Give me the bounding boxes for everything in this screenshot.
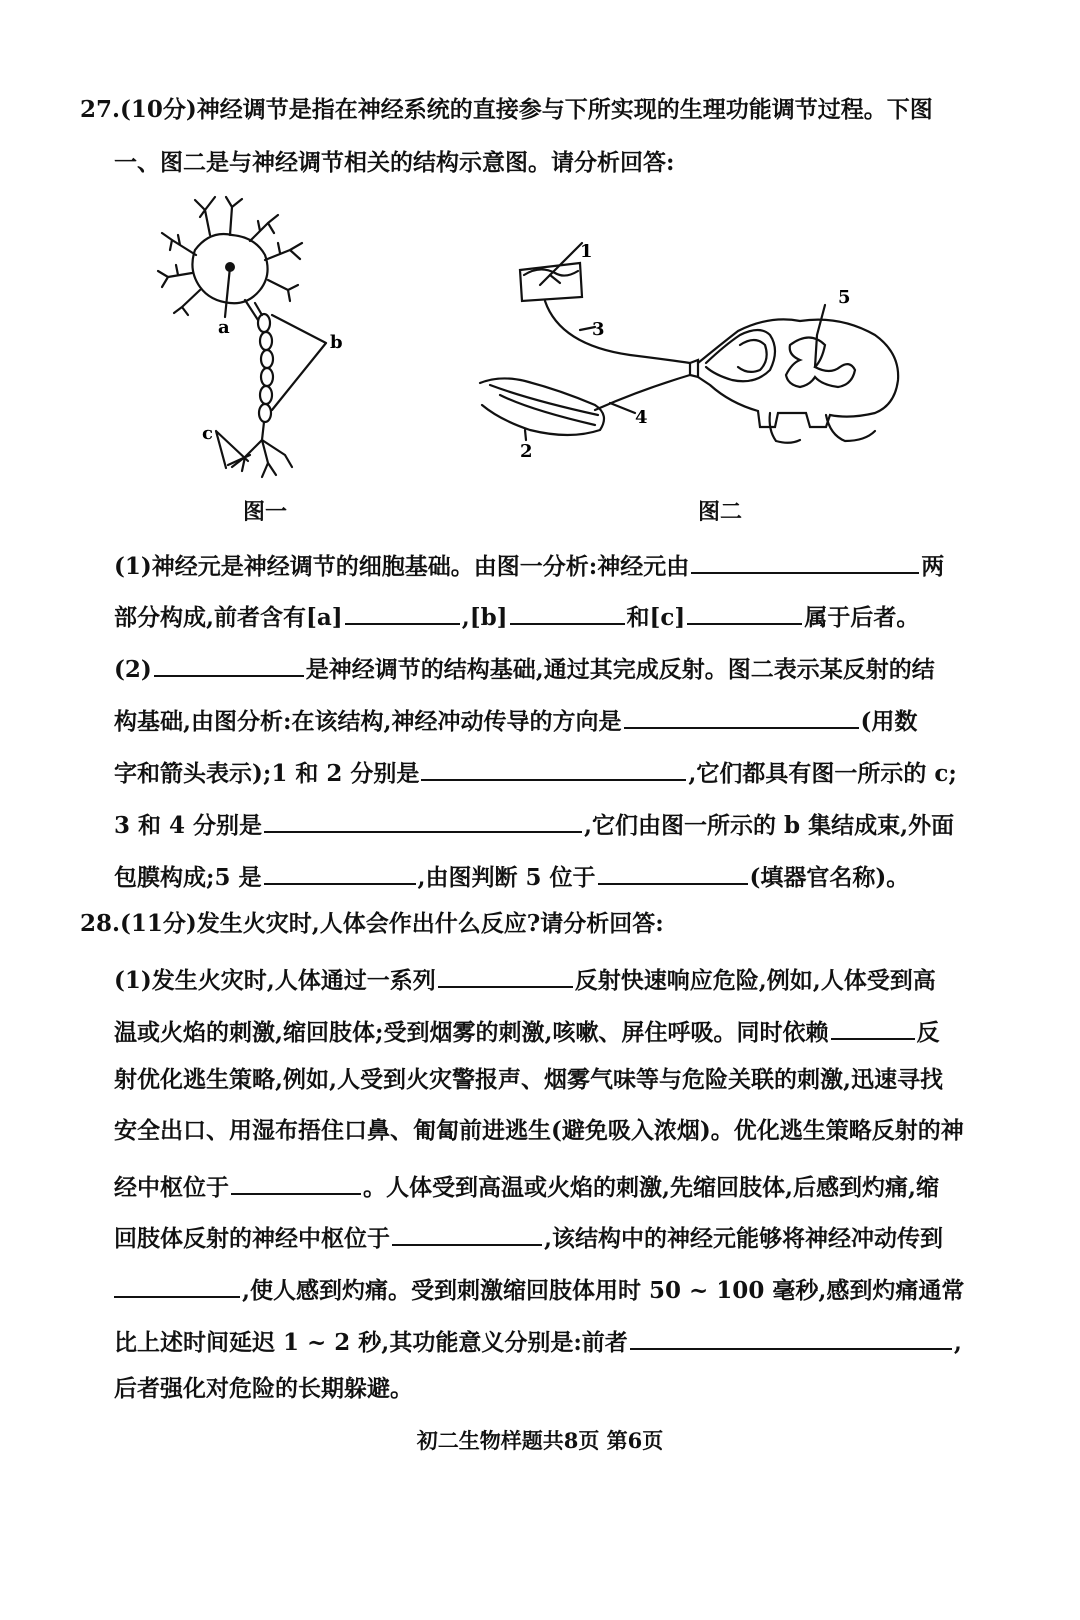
q28-line6	[114, 1222, 943, 1250]
answer-blank-organ[interactable]	[598, 861, 748, 885]
q27-p2-text-d: (用数	[860, 708, 918, 735]
q28-line5	[114, 1171, 939, 1199]
q27-p2-text-h: ,它们由图一所示的 b 集结成束,外面	[584, 812, 955, 839]
fig2-label-1: 1	[580, 241, 593, 262]
q28-l6-text-a: 回肢体反射的神经中枢位于	[114, 1225, 390, 1252]
q28-l1-text-b: 反射快速响应危险,例如,人体受到高	[574, 967, 936, 994]
q27-p1-line2	[114, 601, 919, 629]
q28-l5-text-b: 。人体受到高温或火焰的刺激,先缩回肢体,后感到灼痛,缩	[363, 1174, 940, 1201]
q28-l6-text-b: ,该结构中的神经元能够将神经冲动传到	[544, 1225, 944, 1252]
q28-l8-text-b: ,	[953, 1329, 962, 1356]
q28-l1-text-a: (1)发生火灾时,人体通过一系列	[114, 967, 436, 994]
answer-blank-center-2[interactable]	[392, 1222, 542, 1246]
figure-2-reflex-arc	[470, 235, 910, 460]
q28-l2-text-b: 反	[916, 1019, 940, 1046]
fig1-caption: 图一	[243, 499, 288, 525]
answer-blank-center-1[interactable]	[231, 1171, 361, 1195]
answer-blank-5[interactable]	[264, 861, 416, 885]
q28-head: 28.(11分)发生火灾时,人体会作出什么反应?请分析回答:	[80, 910, 664, 937]
fig2-label-4: 4	[635, 407, 648, 428]
answer-blank-b[interactable]	[510, 601, 625, 625]
q27-p1-text-b: 两	[921, 553, 945, 580]
q27-p2-line1	[114, 653, 935, 681]
fig2-label-3: 3	[592, 319, 605, 340]
q27-p2-text-i: 包膜构成;5 是	[114, 864, 262, 891]
fig2-caption: 图二	[698, 499, 743, 525]
answer-blank-1-and-2[interactable]	[421, 757, 686, 781]
q27-p2-text-j: ,由图判断 5 位于	[417, 864, 596, 891]
answer-blank-significance[interactable]	[630, 1326, 952, 1350]
q28-l2-text-a: 温或火焰的刺激,缩回肢体;受到烟雾的刺激,咳嗽、屏住呼吸。同时依赖	[114, 1019, 829, 1046]
q28-line4: 安全出口、用湿布捂住口鼻、匍匐前进逃生(避免吸入浓烟)。优化逃生策略反射的神	[114, 1117, 964, 1144]
fig2-label-2: 2	[520, 441, 533, 460]
answer-blank-reflex-type-2[interactable]	[831, 1016, 915, 1040]
fig1-label-a: a	[218, 317, 230, 338]
q27-p1-text-a: (1)神经元是神经调节的细胞基础。由图一分析:神经元由	[114, 553, 690, 580]
q27-p2-line3	[114, 757, 957, 785]
answer-blank-a[interactable]	[345, 601, 460, 625]
q27-p2-text-c: 构基础,由图分析:在该结构,神经冲动传导的方向是	[114, 708, 622, 735]
answer-blank-reflex-type-1[interactable]	[438, 964, 573, 988]
q27-p2-line4	[114, 809, 954, 837]
answer-blank-brain-region[interactable]	[114, 1274, 240, 1298]
q27-p2-text-b: 是神经调节的结构基础,通过其完成反射。图二表示某反射的结	[305, 656, 935, 683]
q28-line9: 后者强化对危险的长期躲避。	[114, 1375, 413, 1402]
answer-blank-c[interactable]	[687, 601, 802, 625]
q27-p2-text-k: (填器官名称)。	[749, 864, 910, 891]
figure-1-neuron	[150, 195, 370, 495]
answer-blank-direction[interactable]	[624, 705, 859, 729]
q27-p2-line5	[114, 861, 909, 889]
q27-p1-line1	[114, 550, 944, 578]
q27-p2-text-f: ,它们都具有图一所示的 c;	[688, 760, 957, 787]
q28-line3: 射优化逃生策略,例如,人受到火灾警报声、烟雾气味等与危险关联的刺激,迅速寻找	[114, 1066, 944, 1093]
answer-blank-reflex-arc[interactable]	[154, 653, 304, 677]
q28-line7	[114, 1274, 964, 1302]
q27-p2-text-g: 3 和 4 分别是	[114, 812, 263, 839]
page-footer: 初二生物样题共8页 第6页	[416, 1428, 664, 1453]
q28-l5-text-a: 经中枢位于	[114, 1174, 229, 1201]
fig1-label-b: b	[330, 332, 343, 353]
q27-p1-text-d: ,[b]	[461, 604, 508, 631]
q27-p1-text-c: 部分构成,前者含有[a]	[114, 604, 343, 631]
q28-line1	[114, 964, 936, 992]
q28-l7-text-b: ,使人感到灼痛。受到刺激缩回肢体用时 50 ~ 100 毫秒,感到灼痛通常	[242, 1277, 965, 1304]
answer-blank-3-and-4[interactable]	[264, 809, 582, 833]
q28-line2	[114, 1016, 940, 1044]
q27-p1-text-f: 属于后者。	[804, 604, 920, 631]
q27-p2-text-a: (2)	[114, 656, 152, 683]
q27-p1-text-e: 和[c]	[626, 604, 686, 631]
q27-line2: 一、图二是与神经调节相关的结构示意图。请分析回答:	[114, 149, 675, 176]
fig1-label-c: c	[202, 423, 213, 444]
q28-l8-text-a: 比上述时间延迟 1 ~ 2 秒,其功能意义分别是:前者	[114, 1329, 628, 1356]
q28-line8	[114, 1326, 962, 1354]
answer-blank-neuron-parts[interactable]	[691, 550, 919, 574]
q27-p2-line2	[114, 705, 917, 733]
fig2-label-5: 5	[838, 287, 851, 308]
q27-p2-text-e: 字和箭头表示);1 和 2 分别是	[114, 760, 420, 787]
q27-line1: 27.(10分)神经调节是指在神经系统的直接参与下所实现的生理功能调节过程。下图	[80, 96, 933, 123]
